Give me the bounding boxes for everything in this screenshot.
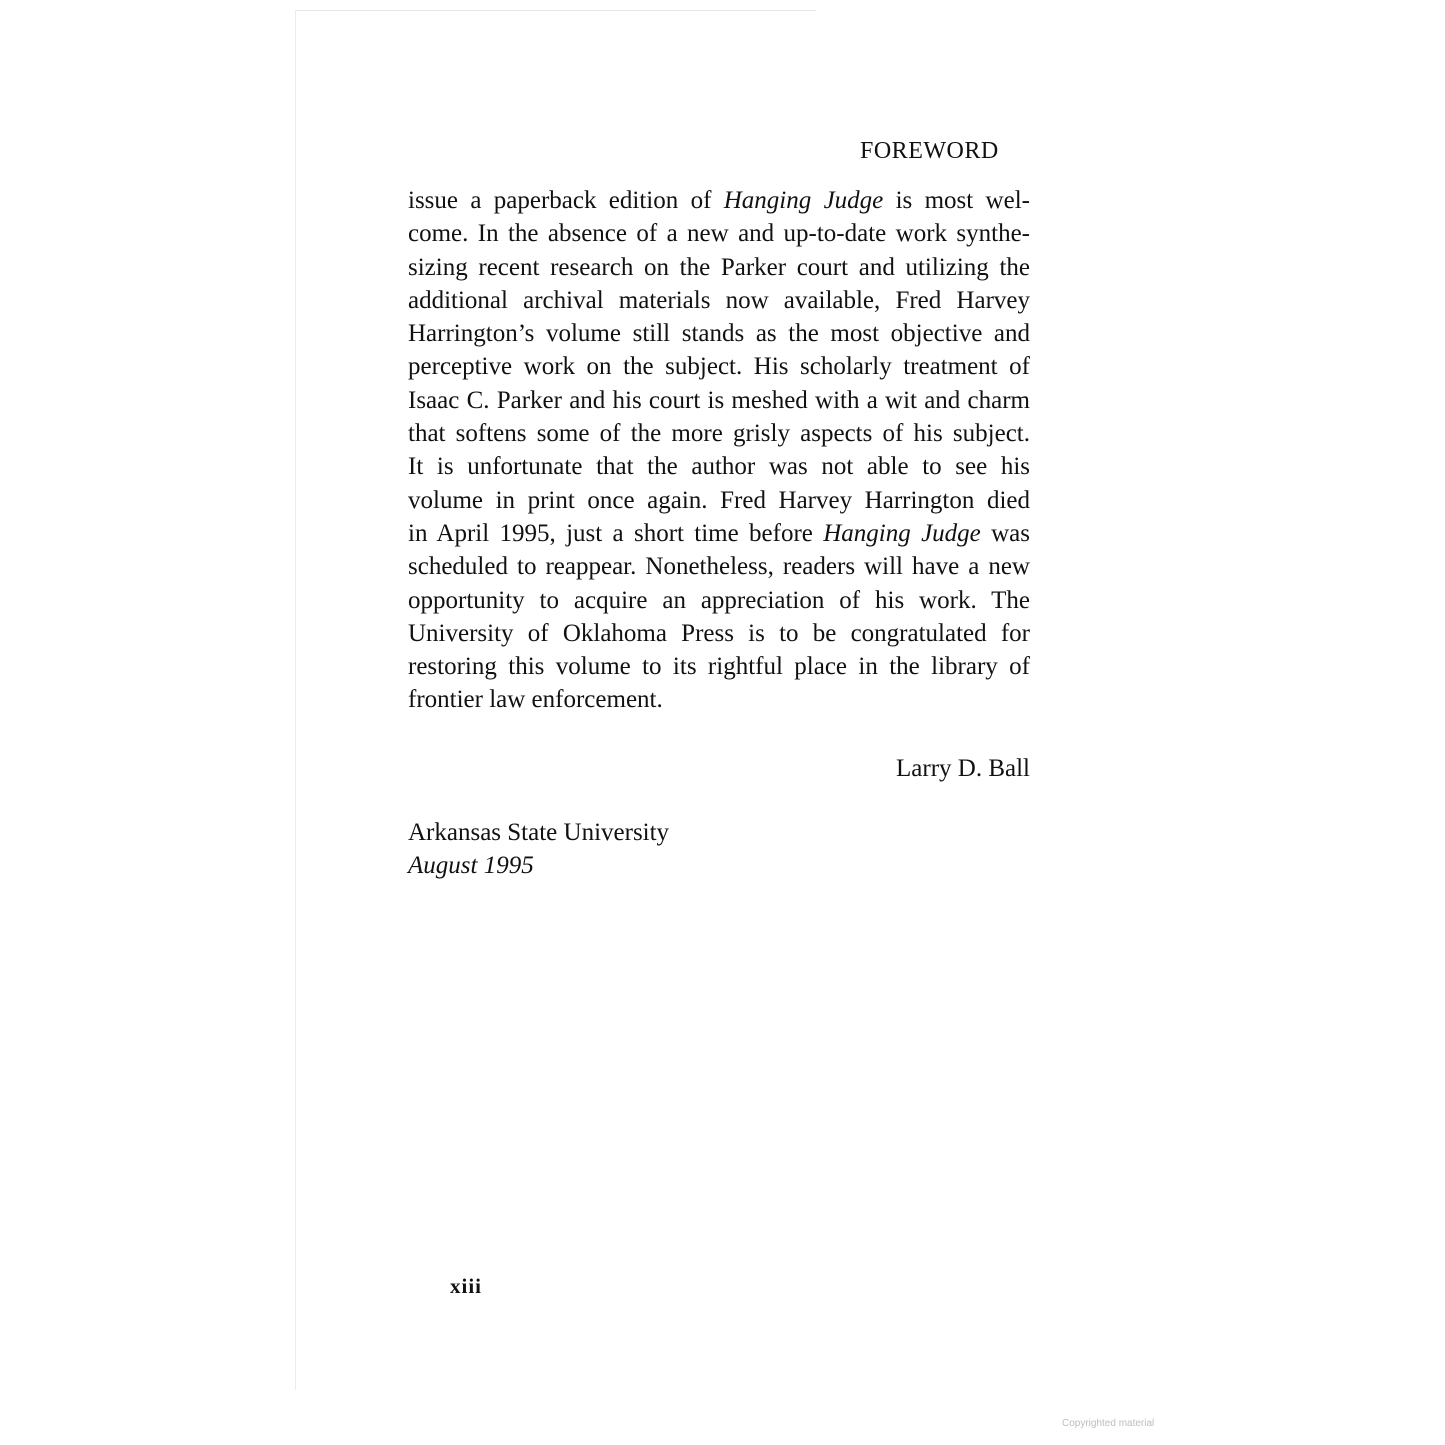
- text-line: Harrington’s volume still stands as the most objective and: [408, 320, 1030, 348]
- text-line: scheduled to reappear. Nonetheless, readers will have a new: [408, 553, 1030, 581]
- author-affiliation: Arkansas State University: [408, 819, 670, 846]
- text-line: restoring this volume to its rightful place in the library of: [408, 653, 1030, 681]
- page-edge-top: [296, 10, 816, 11]
- running-head: FOREWORD: [860, 138, 999, 164]
- text-line: Isaac C. Parker and his court is meshed with a wit and charm: [408, 386, 1030, 414]
- text-line: come. In the absence of a new and up-to-date work synthe-: [408, 220, 1030, 248]
- copyright-watermark: Copyrighted material: [1062, 1418, 1155, 1429]
- text-line: sizing recent research on the Parker court and utilizing the: [408, 253, 1030, 281]
- author-signature: Larry D. Ball: [896, 755, 1030, 782]
- text-line: It is unfortunate that the author was not able to see his: [408, 453, 1030, 481]
- text-line: opportunity to acquire an appreciation of his work. The: [408, 586, 1030, 614]
- foreword-paragraph: [408, 184, 1030, 717]
- text-line: in April 1995, just a short time before Hanging Judge was: [408, 519, 1030, 547]
- text-line: volume in print once again. Fred Harvey Harrington died: [408, 486, 1030, 514]
- page-number: xiii: [450, 1274, 483, 1298]
- book-title: Hanging Judge: [823, 519, 981, 547]
- text-line: perceptive work on the subject. His scholarly treatment of: [408, 353, 1030, 381]
- text-line: issue a paperback edition of Hanging Judge is most wel-: [408, 187, 1030, 214]
- book-title: Hanging Judge: [723, 187, 884, 214]
- page-edge-left: [295, 10, 296, 1390]
- text-line: frontier law enforcement.: [408, 686, 663, 714]
- text-line: that softens some of the more grisly aspects of his subject.: [408, 420, 1030, 448]
- foreword-date: August 1995: [408, 852, 534, 879]
- text-line: University of Oklahoma Press is to be congratulated for: [408, 619, 1030, 647]
- text-line: additional archival materials now available, Fred Harvey: [408, 286, 1030, 314]
